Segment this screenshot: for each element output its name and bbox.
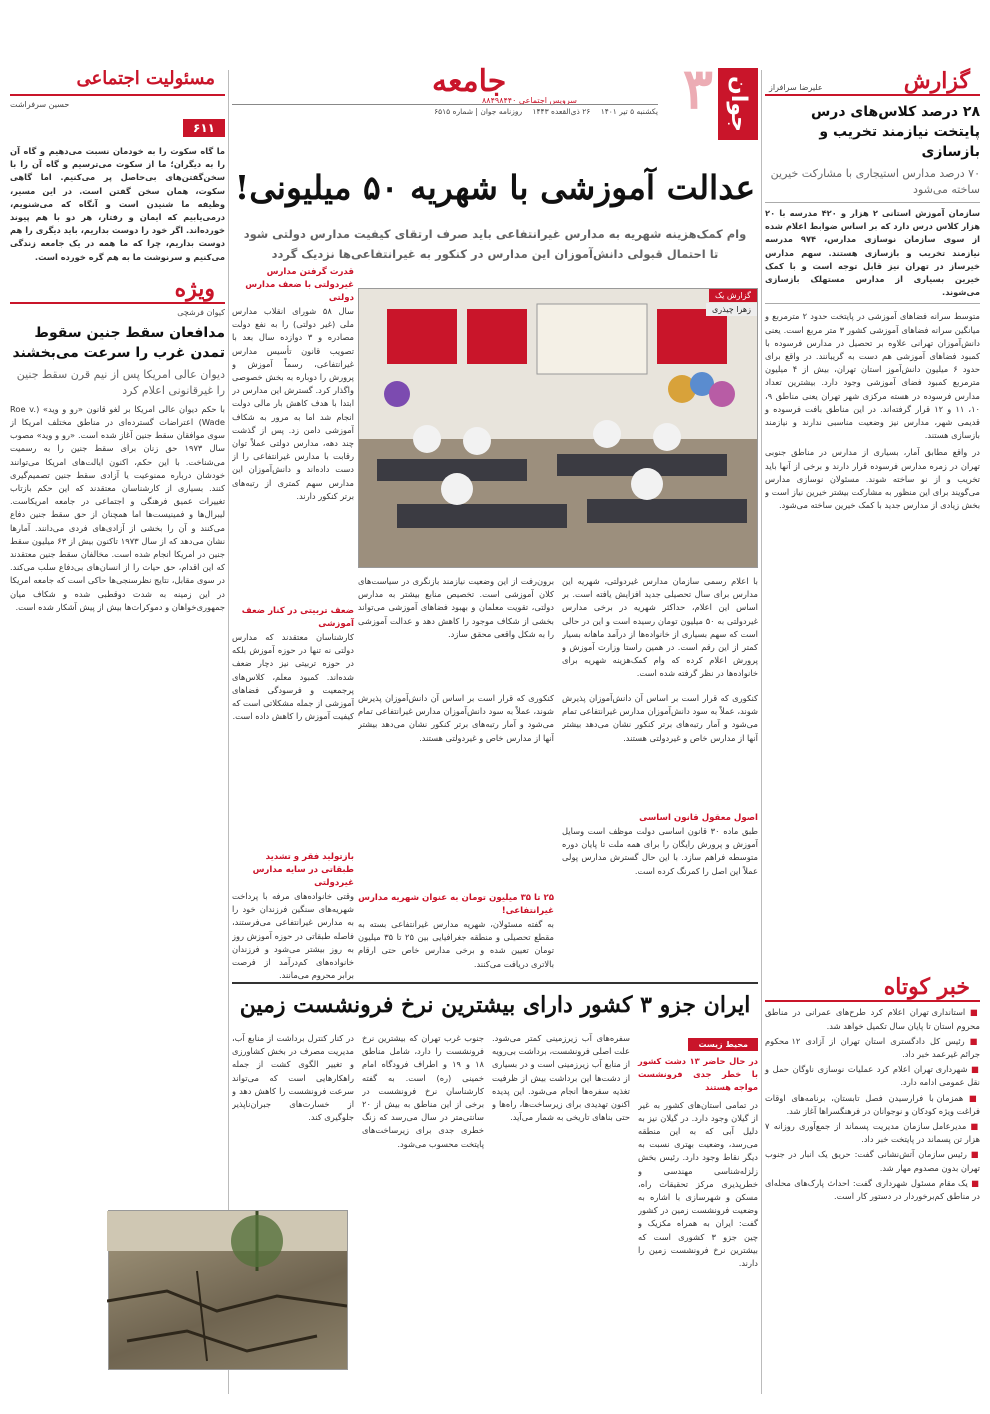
column-divider [761,70,762,1394]
page-section-title: جامعه [432,64,507,99]
subheading: اصول معقول قانون اساسی [639,813,758,823]
article-body-block [358,575,758,685]
reporter-name: زهرا چیذری [706,303,757,316]
issue-hijri-date: ۲۶ ذی‌القعده ۱۴۴۳ [532,107,591,116]
author-name: کیوان فرشچی [177,307,225,317]
report-section-header [765,70,980,96]
section-name: ویژه [174,275,215,302]
column-essay: ما گاه سکوت را به خودمان نسبت می‌دهیم و گاه آن را به دیگران؛ ما از سکوت می‌ترسیم و گاه آن را با سخن‌گفتن‌های بی‌حاصل پر می‌کنیم. اما گاهی سکوت، همان سخن گفتن است. در این مسیر، وظیفه ما شنیدن است و آنگاه که می‌شنویم، درمی‌یابیم که ایمان و رفتار، هر دو با هم پیوند خورده‌اند. اگر خود را دوست بداریم، باید دیگری را هم دوست بداریم، چرا که ما همه در یک جامعه زندگی می‌کنیم و سرنوشت ما به هم گره خورده است. [10,146,225,262]
article-body-block [358,692,758,978]
article-title: ۲۸ درصد کلاس‌های درس پایتخت نیازمند تخریب و بازسازی [810,104,980,160]
issue-number: روزنامه جوان | شماره ۶۵۱۵ [434,107,523,116]
article-body: در کنار کنترل برداشت از منابع آب، مدیریت مصرف در بخش کشاورزی و تغییر الگوی کشت از جمله راهکارهایی است که می‌تواند سرعت فرونشست را کاهش دهد و از خسارت‌های جبران‌ناپذیر جلوگیری کند. [232,1033,354,1123]
section-name: گزارش [903,68,970,94]
news-item: ■ رئیس کل دادگستری استان تهران از آزادی ۱۲ محکوم جرائم غیرعمد خبر داد. [765,1035,980,1060]
article-body: سفره‌های آب زیرزمینی کمتر می‌شود. علت اصلی فرونشست، برداشت بی‌رویه از منابع آب زیرزمینی است و در بسیاری از دشت‌ها این برداشت بیش از ظرفیت تغذیه سفره‌ها انجام می‌شود. این پدیده اکنون تهدیدی برای زیرساخت‌ها، راه‌ها و حتی بناهای تاریخی به شمار می‌آید. [492,1033,630,1123]
column-number: ۶۱۱ [10,117,225,137]
news-item: ■ همزمان با فرارسیدن فصل تابستان، برنامه‌های اوقات فراغت ویژه کودکان و نوجوانان در فرهنگسراها آغاز شد. [765,1092,980,1116]
author-name: حسین سرفراشت [10,100,70,109]
article-body: به گفته مسئولان، شهریه مدارس غیرانتفاعی بسته به مقطع تحصیلی و منطقه جغرافیایی بین ۲۵ تا ۳۵ میلیون تومان تعیین شده و برخی مدارس خاص حتی ارقام بالاتری دریافت می‌کنند. [358,919,554,969]
short-news-list [765,1006,980,1203]
main-headline: عدالت آموزشی با شهریه ۵۰ میلیونی! [234,168,756,207]
article-body-cont: در واقع مطابق آمار، بسیاری از مدارس در مناطق جنوبی تهران در زمره مدارس فرسوده قرار دارند و برخی از آنها باید تخریب و از نو ساخته شوند. مسئولان نوسازی مدارس می‌گویند برای این منظور به مشارکت بیشتر خیرین نیاز است و بخش زیادی از مدارس جدید با کمک خیرین ساخته می‌شود. [765,447,980,511]
issue-info [232,104,658,116]
headline-lead: وام کمک‌هزینه شهریه به مدارس غیرانتفاعی باید صرف ارتقای کیفیت مدارس دولتی شود تا احتمال قبولی دانش‌آموزان این مدارس در کنکور به غیرانتفاعی‌ها نزدیک گردد [243,227,747,261]
main-side-column [232,266,354,1040]
news-item: ■ استانداری تهران اعلام کرد طرح‌های عمرانی در مناطق محروم استان تا پایان سال تکمیل خواهد شد. [765,1007,980,1031]
article-body: با اعلام رسمی سازمان مدارس غیردولتی، شهریه این مدارس برای سال تحصیلی جدید افزایش یافته است. بر اساس این اعلام، حداکثر شهریه در برخی مدارس غیردولتی به ۵۰ میلیون تومان رسیده است و این در حالی است که سهم بسیاری از خانواده‌ها از درآمد ماهانه بسیار کمتر از این رقم است. در همین راستا وزارت آموزش و پرورش اعلام کرده که وام کمک‌هزینه شهریه برای خانواده‌ها در نظر گرفته شده است. [562,576,758,679]
classroom-illustration [358,289,757,568]
bottom-lead: در حال حاضر ۱۳ دشت کشور با خطر جدی فرونشست مواجه هستند [638,1056,758,1093]
subheading: بازتولید فقر و تشدید طبقاتی در سایه مدارس غیردولتی [252,852,354,888]
bottom-article-lead [638,1032,758,1414]
news-item: ■ مدیرعامل سازمان مدیریت پسماند از جمع‌آوری روزانه ۷ هزار تن پسماند در پایتخت خبر داد. [765,1121,980,1145]
sidebar-text: سال ۵۸ شورای انقلاب مدارس ملی (غیر دولتی) را به نفع دولت مصادره و ۳ دوازده سال بعد با تصویب قانون تأسیس مدارس غیرانتفاعی، رسماً آموزش و پرورش را دوباره به بخش خصوصی واگذار کرد. گسترش این مدارس در ابتدا با هدف کاهش بار مالی دولت انجام شد اما به مرور به شکاف آموزشی دامن زد. پس از گذشت چند دهه، مدارس دولتی عملاً توان رقابت با مدارس غیرانتفاعی را از دست داده‌اند و دانش‌آموزان این مدارس سهم کمتری از رتبه‌های برتر کنکور دارند. [232,306,354,501]
bottom-article-title: ایران جزو ۳ کشور دارای بیشترین نرخ فرونشست زمین [239,992,751,1018]
category-tag: محیط زیست [688,1038,758,1051]
news-item: ■ رئیس سازمان آتش‌نشانی گفت: حریق یک انبار در جنوب تهران بدون مصدوم مهار شد. [765,1149,980,1173]
subheading: ۲۵ تا ۳۵ میلیون تومان به عنوان شهریه مدارس غیرانتفاعی! [358,893,554,916]
article-body: با حکم دیوان عالی امریکا بر لغو قانون «رو و وید» (Roe v. Wade) اعتراضات گسترده‌ای در مناطق مختلف امریکا از سوی موافقان سقط جنین آغاز شده است. «رو و وید» مصوب سال ۱۹۷۳ حق زنان برای سقط جنین را به رسمیت می‌شناخت. با این حکم، اکنون ایالت‌های امریکا می‌توانند خودشان درباره ممنوعیت یا آزادی سقط جنین تصمیم‌گیری کنند. بسیاری از کارشناسان معتقدند که این حکم بازتاب تغییرات عمیق فرهنگی و اجتماعی در جامعه امریکاست. لیبرال‌ها و فمینیست‌ها اما همچنان از حق سقط جنین دفاع می‌کنند و آن را بخشی از آزادی‌های فردی می‌دانند. آمارها نشان می‌دهد که از سال ۱۹۷۳ تاکنون بیش از ۶۳ میلیون سقط جنین در امریکا انجام شده است. مخالفان سقط جنین معتقدند که این اقدام، حق حیات را از انسان‌های بی‌دفاع سلب می‌کند. در سوی مقابل، نتایج نظرسنجی‌ها حاکی است که جامعه امریکا در این زمینه به شدت دوقطبی شده و شکاف میان جمهوری‌خواهان و دموکرات‌ها بیش از پیش آشکار شده است. [10,403,225,612]
author-name: علیرضا سرافراز [769,83,823,92]
sidebar-text: کارشناسان معتقدند که مدارس دولتی نه تنها در حوزه آموزش بلکه در حوزه تربیتی نیز دچار ضعف شده‌اند. کمبود معلم، کلاس‌های پرجمعیت و فرسودگی فضاهای آموزشی از جمله مشکلاتی است که کیفیت آموزش را کاهش داده است. [232,632,354,722]
column-divider [228,70,229,1394]
short-news-header [765,976,980,1002]
page-number: ۳ [682,56,713,122]
left-column [10,70,225,1263]
article-body: کنکوری که قرار است بر اساس آن دانش‌آموزان پذیرش شوند، عملاً به سود دانش‌آموزان مدارس غیرانتفاعی تمام می‌شود و آمار رتبه‌های برتر کنکور نشان می‌دهد بیشتر آنها از مدارس خاص و غیردولتی هستند. [358,693,554,743]
article-body: جنوب غرب تهران که بیشترین نرخ فرونشست را دارد، شامل مناطق ۱۸ و ۱۹ و اطراف فرودگاه امام خمینی (ره) است. به گفته کارشناسان نرخ فرونشست در برخی از این مناطق به بیش از ۲۰ سانتی‌متر در سال می‌رسد که زنگ خطری جدی برای زیرساخت‌های پایتخت محسوب می‌شود. [362,1033,484,1149]
sidebar-text: وقتی خانواده‌های مرفه با پرداخت شهریه‌های سنگین فرزندان خود را به مدارس غیرانتفاعی می‌فرستند، فاصله طبقاتی در حوزه آموزش روز به روز بیشتر می‌شود و فرزندان خانواده‌های کم‌درآمد از فرصت برابر محروم می‌مانند. [232,891,354,981]
classroom-photo [358,288,758,568]
section-name: مسئولیت اجتماعی [76,68,215,89]
article-body: در تمامی استان‌های کشور به غیر از گیلان وجود دارد. در گیلان نیز به دلیل آبی که به این منطقه می‌رسد، وضعیت بهتری نسبت به دیگر نقاط وجود دارد. رئیس بخش زلزله‌شناسی مهندسی و خطرپذیری مرکز تحقیقات راه، مسکن و شهرسازی با اشاره به وضعیت فرونشست زمین در کشور گفت: ایران به همراه مکزیک و چین جزو ۳ کشوری است که بیشترین نرخ فرونشست زمین را دارند. [638,1099,758,1269]
news-item: ■ شهرداری تهران اعلام کرد عملیات نوسازی ناوگان حمل و نقل عمومی ادامه دارد. [765,1064,981,1088]
main-column [232,56,758,1269]
news-item: ■ یک مقام مسئول شهرداری گفت: احداث پارک‌های محله‌ای در مناطق کم‌برخوردار در دستور کار است. [765,1177,980,1202]
cracked-ground-photo [108,1210,348,1370]
column-section-header [10,70,225,96]
section-name: خبر کوتاه [883,974,970,1001]
article-body: متوسط سرانه فضاهای آموزشی در پایتخت حدود ۲ مترمربع و میانگین سرانه فضاهای آموزشی کشور ۳ متر مربع است. یعنی دانش‌آموزان تهرانی علاوه بر تحصیل در مدارس فرسوده با کمبود فضاهای آموزشی هم دست به گریبانند. در واقع برای حدود ۶ میلیون دانش‌آموز استان تهران، بیش از ۴ میلیون مترمربع کمبود فضای آموزشی وجود دارد. بیشترین تعداد مدارس فرسوده در هسته مرکزی شهر تهران یعنی مناطق ۹، ۱۰، ۱۱ و ۱۲ قرار گرفته‌اند. در این مناطق بافت فرسوده و قدیمی شهر، مدارس نیز وضعیت مناسبی ندارند و نیازمند بازسازی هستند. [765,311,981,441]
subheading: ضعف تربیتی در کنار ضعف آموزشی [241,606,354,629]
article-intro: سازمان آموزش استانی ۲ هزار و ۴۲۰ مدرسه با ۲۰ هزار کلاس درس دارد که بر اساس ضوابط اعلام شده از سوی سازمان نوسازی مدارس، ۹۷۴ مدرسه نیازمند تخریب و بازسازی هستند. سهم مدارس خیرساز در تهران نیز قابل توجه است و با کمک خیرین بسیاری از مدارس مستهلک بازسازی می‌شوند. [765,202,980,304]
bottom-article-col [492,1032,630,1414]
article-subtitle: دیوان عالی امریکا پس از نیم قرن سقط جنین را غیرقانونی اعلام کرد [16,367,225,397]
ground-illustration [107,1211,347,1371]
issue-date: یکشنبه ۵ تیر ۱۴۰۱ [600,107,658,116]
article-body: برون‌رفت از این وضعیت نیازمند بازنگری در سیاست‌های کلان آموزشی است. تخصیص منابع بیشتر به مدارس دولتی، تقویت معلمان و بهبود فضاهای آموزشی می‌تواند بخشی از شکاف موجود را کاهش دهد و عدالت آموزشی را به شکل واقعی محقق سازد. [358,576,554,639]
right-column [765,70,980,1205]
subheading: قدرت گرفتن مدارس غیردولتی با ضعف مدارس دولتی [245,267,354,303]
article-body: کنکوری که قرار است بر اساس آن دانش‌آموزان پذیرش شوند، عملاً به سود دانش‌آموزان مدارس غیرانتفاعی تمام می‌شود و آمار رتبه‌های برتر کنکور نشان می‌دهد بیشتر آنها از مدارس خاص و غیردولتی هستند. [562,693,758,743]
service-phone: سرویس اجتماعی ۸۸۴۹۸۴۴۰ [482,96,577,105]
article-subtitle: ۷۰ درصد مدارس استیجاری با مشارکت خیرین ساخته می‌شود [770,167,980,196]
article-title: مدافعان سقط جنین سقوط تمدن غرب را سرعت می‌بخشند [12,324,225,361]
article-body: طبق ماده ۳۰ قانون اساسی دولت موظف است وسایل آموزش و پرورش رایگان را برای همه ملت تا پایان دوره متوسطه فراهم سازد. با این حال گسترش مدارس پولی عملاً این اصل را کمرنگ کرده است. [562,826,758,876]
masthead [232,56,758,132]
paper-logo: جوان [718,68,758,140]
special-section-header [10,275,225,304]
bottom-article [232,982,758,1018]
report-tag: گزارش یک [709,289,757,302]
